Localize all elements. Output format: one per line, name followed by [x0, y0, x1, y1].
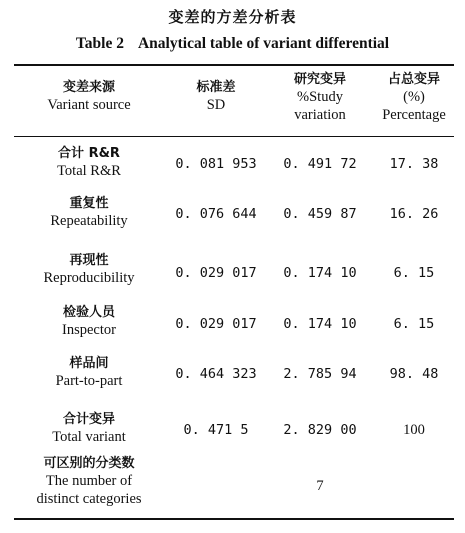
cell-study-variation: 2. 829 00 [283, 422, 357, 438]
table-row-label [14, 146, 164, 180]
cell-percentage: 98. 48 [389, 366, 439, 382]
row-label-cn: 合计 R&R [58, 146, 120, 161]
row-label-cn: 重复性 [69, 196, 109, 211]
row-label-en-line2: distinct categories [36, 491, 142, 508]
header-sd-cn: 标准差 [196, 80, 236, 95]
cell-sd: 0. 029 017 [175, 316, 257, 332]
table-title-en [0, 35, 465, 53]
cell-study-variation: 0. 491 72 [283, 156, 357, 172]
table-title-cn: 变差的方差分析表 [168, 8, 297, 26]
cell-study-variation: 2. 785 94 [283, 366, 357, 382]
header-percentage [372, 72, 456, 125]
row-label-en: Inspector [62, 322, 116, 339]
table-row-label [14, 305, 164, 339]
header-sd-en: SD [206, 97, 226, 114]
table-row-label [14, 356, 164, 390]
header-study-cn: 研究变异 [293, 72, 346, 87]
row-label-cn: 可区别的分类数 [43, 456, 135, 471]
bottom-rule [14, 518, 454, 520]
cell-study-variation: 0. 174 10 [283, 316, 357, 332]
cell-sd: 0. 471 5 [183, 422, 249, 438]
header-study-en1: %Study [297, 89, 343, 106]
header-pct-en1: (%) [403, 89, 425, 106]
cell-distinct-categories: 7 [316, 478, 324, 494]
cell-percentage: 16. 26 [389, 206, 439, 222]
header-sd [164, 80, 268, 114]
row-label-en: Total variant [52, 429, 126, 446]
header-variant-source-cn: 变差来源 [62, 80, 115, 95]
top-rule [14, 64, 454, 66]
cell-sd: 0. 029 017 [175, 265, 257, 281]
cell-study-variation: 0. 174 10 [283, 265, 357, 281]
cell-study-variation: 0. 459 87 [283, 206, 357, 222]
row-label-en-line1: The number of [45, 473, 133, 490]
cell-percentage: 100 [403, 422, 425, 438]
table-title-text: Analytical table of variant differential [137, 35, 390, 52]
table-row-label [14, 196, 164, 230]
row-label-en: Total R&R [57, 163, 121, 180]
header-variant-source [14, 80, 164, 114]
row-label-en: Part-to-part [55, 373, 123, 390]
header-study-variation [268, 72, 372, 125]
cell-percentage: 17. 38 [389, 156, 439, 172]
row-label-cn: 样品间 [69, 356, 109, 371]
table-row-label [14, 412, 164, 446]
header-rule [14, 136, 454, 137]
table-row-label [14, 253, 164, 287]
table-label: Table 2 [75, 35, 124, 52]
row-label-en: Repeatability [50, 213, 128, 230]
row-label-cn: 检验人员 [62, 305, 115, 320]
cell-percentage: 6. 15 [393, 265, 435, 281]
header-study-en2: variation [294, 107, 346, 124]
cell-sd: 0. 464 323 [175, 366, 257, 382]
header-pct-en2: Percentage [382, 107, 446, 124]
cell-percentage: 6. 15 [393, 316, 435, 332]
cell-sd: 0. 081 953 [175, 156, 257, 172]
header-variant-source-en: Variant source [47, 97, 131, 114]
header-pct-cn: 占总变异 [387, 72, 440, 87]
row-label-cn: 合计变异 [62, 412, 115, 427]
table-row-label [14, 456, 164, 509]
cell-sd: 0. 076 644 [175, 206, 257, 222]
row-label-en: Reproducibility [43, 270, 135, 287]
row-label-cn: 再现性 [69, 253, 109, 268]
